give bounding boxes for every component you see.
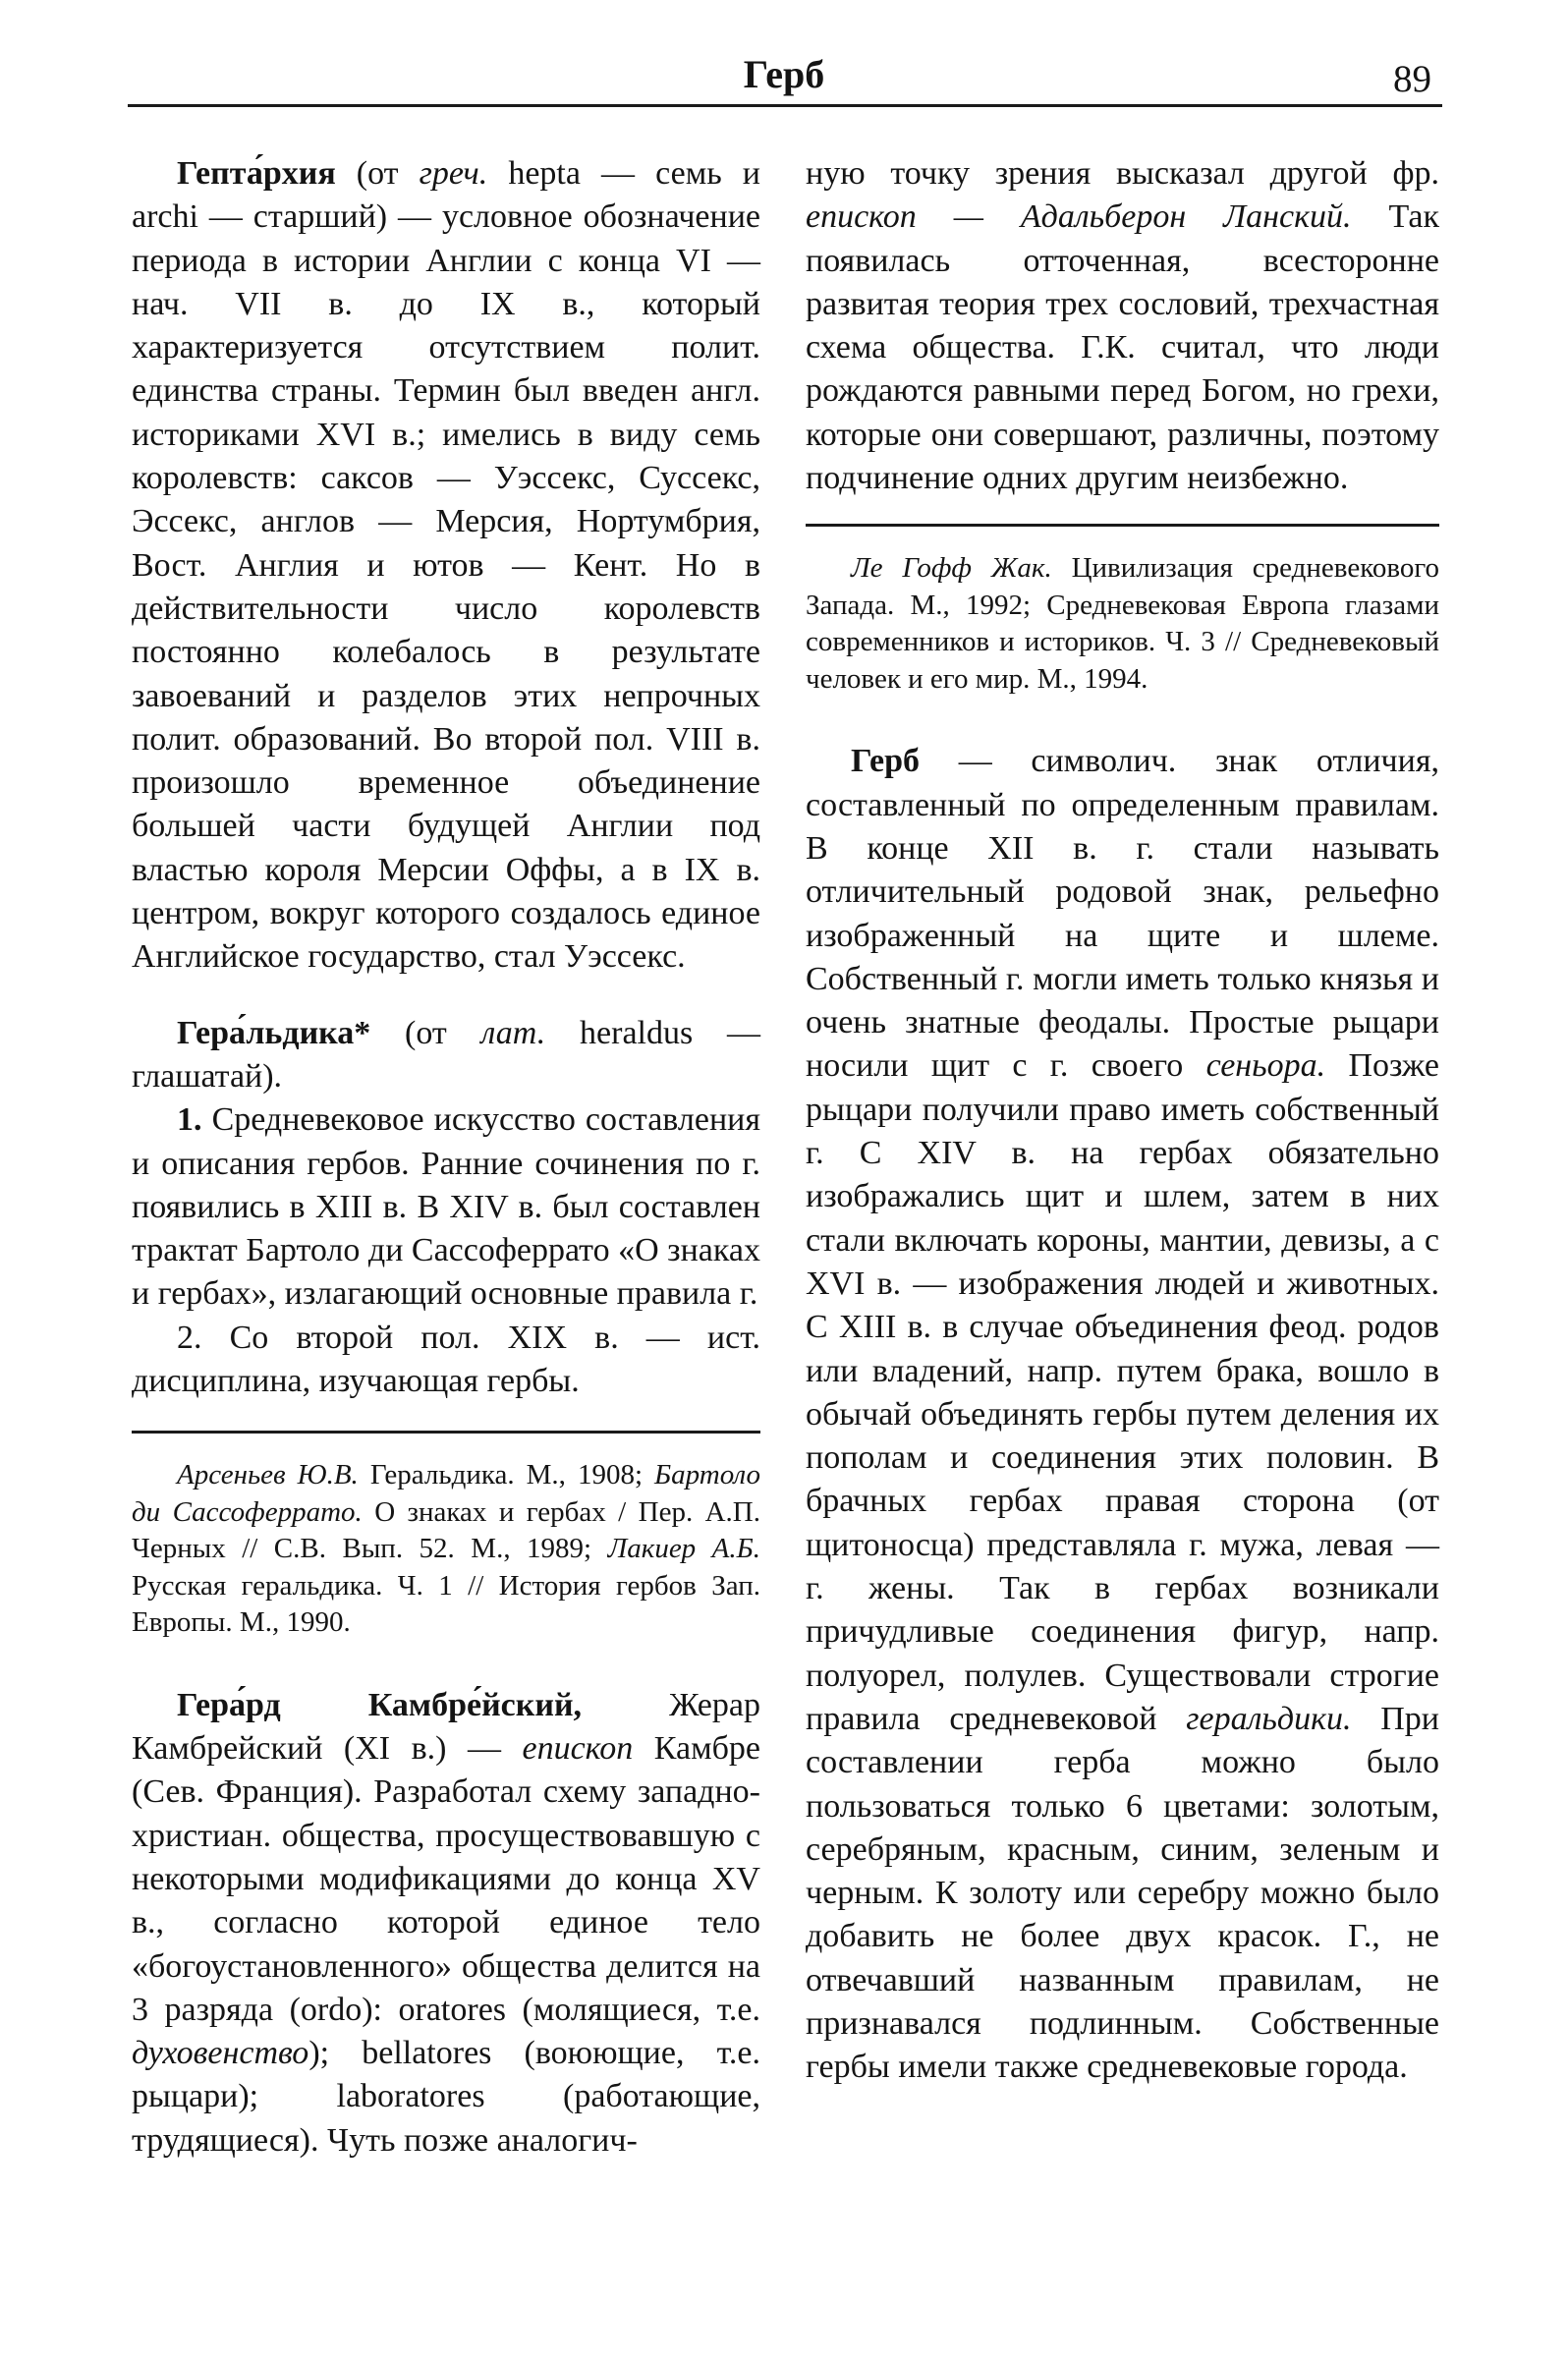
entry-text-italic: греч. <box>419 155 488 192</box>
headword: Гепта́рхия <box>177 155 336 192</box>
entry-text-italic: духовенство <box>132 2035 309 2072</box>
running-title: Герб <box>743 52 825 96</box>
entry-text: — символич. знак отличия, составленный по определенным правилам. В конце XII в. г. стали называть отличительный родовой знак, рельефно изображенный на щите и шлеме. Собственный г. могли иметь только князья и очень знатные феодалы. Простые рыцари носили щит с г. своего <box>806 743 1439 1085</box>
entry-text: Так появилась отточенная, всесторонне развитая теория трех сословий, трехчастная схема общества. Г.К. считал, что люди рождаются равными перед Богом, но грехи, которые они совершают, различны, поэтому подчинение одних другим неизбежно. <box>806 198 1440 497</box>
entry-text: ); bellatores (воюющие, т.е. рыцари); laboratores (работающие, трудящиеся). Чуть позже аналогич- <box>132 2035 760 2159</box>
headword: Герб <box>851 743 921 780</box>
entry-text: При составлении герба можно было пользоваться только 6 цветами: золотым, серебряным, красным, синим, зеленым и черным. К золоту или серебру можно было добавить не более двух красок. Г., не отвечавший названным правилам, не признавался подлинным. Собственные гербы имели также средневековые города. <box>806 1700 1440 2086</box>
biblio-text: О знаках и гербах / Пер. А.П. Черных // С.В. Вып. 52. М., 1989; <box>132 1495 760 1565</box>
entry-text-italic: лат. <box>480 1014 546 1051</box>
entry-text: hepta — семь и archi — старший) — условное обозначение периода в истории Англии с конца VI — нач. VII в. до IX в., который характеризуется отсутствием полит. единства страны. Термин был введен англ. историками XVI в.; имелись в виду семь королевств: саксов — Уэссекс, Суссекс, Эссекс, англов — Мерсия, Нортумбрия, Вост. Англия и ютов — Кент. Но в действительности число королевств постоянно колебалось в результате завоеваний и разделов этих непрочных полит. образований. Во второй пол. VIII в. произошло временное объединение большей части будущей Англии под властью короля Мерсии Оффы, а в IX в. центром, вокруг которого создалось единое Английское государство, стал Уэссекс. <box>132 155 760 976</box>
bibliography-heraldry <box>132 1431 760 1642</box>
entry-text: Камбре (Сев. Франция). Разработал схему западно-христиан. общества, просуществовавшую с некоторыми модификациями до конца XV в., согласно которой единое тело «богоустановленного» общества делится на 3 разряда (ordo): oratores (молящиеся, т.е. <box>132 1730 761 2028</box>
entry-coat-of-arms <box>806 740 1439 2089</box>
headword: Гера́льдика* <box>177 1014 371 1051</box>
entry-text: Жерар Камбрейский (XI в.) — <box>132 1686 760 1768</box>
entry-text: ную точку зрения высказал другой фр. <box>806 155 1439 192</box>
entry-gerard-continued <box>806 152 1439 500</box>
biblio-text: Русская геральдика. Ч. 1 // История гербов Зап. Европы. М., 1990. <box>132 1569 760 1639</box>
entry-text: 2. Со второй пол. XIX в. — ист. дисциплина, изучающая гербы. <box>132 1319 760 1400</box>
entry-text-italic: епископ — Адальберон Ланский. <box>806 198 1352 236</box>
entry-text-italic: геральдики. <box>1186 1700 1352 1737</box>
right-column <box>806 152 1439 2122</box>
entry-heptarchy <box>132 152 760 980</box>
entry-text-italic: епископ <box>522 1730 634 1768</box>
entry-text: (от <box>335 155 420 192</box>
page-number: 89 <box>1393 58 1431 100</box>
sense-number: 1. <box>177 1101 202 1139</box>
biblio-text: Геральдика. М., 1908; <box>358 1459 655 1491</box>
biblio-author: Лакиер А.Б. <box>607 1533 760 1565</box>
biblio-text: Цивилизация средневекового Запада. М., 1992; Средневековая Европа глазами современников и историков. Ч. 3 // Средневековый человек и его мир. М., 1994. <box>806 552 1439 695</box>
entry-text-italic: сеньора. <box>1205 1047 1326 1085</box>
biblio-author: Арсеньев Ю.В. <box>177 1459 359 1491</box>
entry-text: Средневековое искусство составления и описания гербов. Ранние сочинения по г. появились в XIII в. В XIV в. был составлен трактат Бартоло ди Сассоферрато «О знаках и гербах», излагающий основные правила г. <box>132 1101 760 1313</box>
entry-heraldry <box>132 1012 760 1404</box>
bibliography-gerard <box>806 524 1439 698</box>
entry-gerard <box>132 1684 760 2163</box>
biblio-author: Бартоло ди Сассоферрато. <box>132 1459 760 1528</box>
header-rule <box>128 104 1442 107</box>
entry-text: Позже рыцари получили право иметь собственный г. С XIV в. на гербах обязательно изображались щит и шлем, затем в них стали включать короны, мантии, девизы, а с XVI в. — изображения людей и животных. С XIII в. в случае объединения феод. родов или владений, напр. путем брака, вошло в обычай объединять гербы путем деления их пополам и соединения этих половин. В брачных гербах правая сторона (от щитоносца) представляла г. мужа, левая — г. жены. Так в гербах возникали причудливые соединения фигур, напр. полуорел, полулев. Существовали строгие правила средневековой <box>806 1047 1439 1737</box>
left-column <box>132 152 760 2195</box>
biblio-author: Ле Гофф Жак. <box>851 552 1052 585</box>
headword: Гера́рд Камбре́йский, <box>177 1686 583 1723</box>
entry-text: (от <box>370 1014 481 1051</box>
entry-text: heraldus — глашатай). <box>132 1014 760 1095</box>
